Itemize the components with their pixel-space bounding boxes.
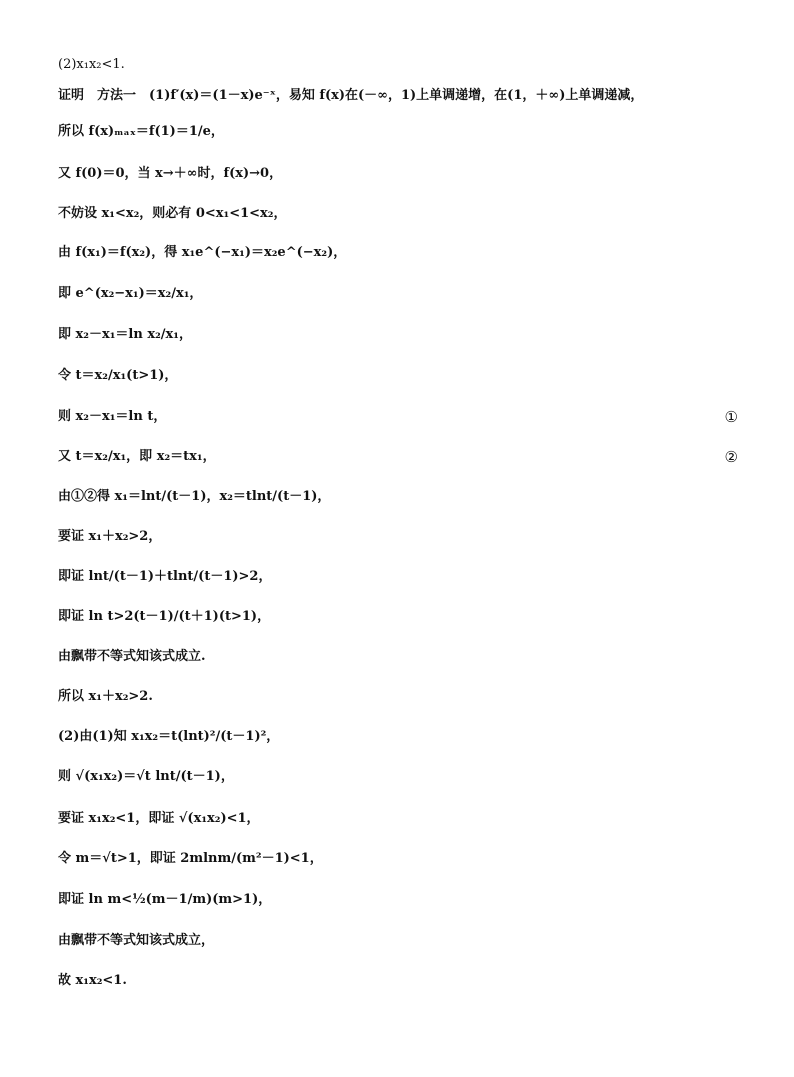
line-23: 由飘带不等式知该式成立， — [58, 933, 215, 948]
line-15: 即证 ln t>2(t－1)/(t＋1)(t>1)， — [58, 609, 271, 624]
line-16: 由飘带不等式知该式成立. — [58, 649, 206, 664]
line-09: 令 t＝x₂/x₁(t>1)， — [58, 368, 178, 383]
equation-marker-2: ② — [724, 448, 738, 466]
line-07: 即 e^(x₂−x₁)＝x₂/x₁， — [58, 286, 203, 301]
line-04: 又 f(0)＝0，当 x→＋∞时，f(x)→0， — [58, 166, 283, 181]
line-18: (2)由(1)知 x₁x₂＝t(lnt)²/(t－1)²， — [58, 729, 280, 744]
line-17: 所以 x₁＋x₂>2. — [58, 689, 153, 704]
line-03: 所以 f(x)ₘₐₓ＝f(1)＝1/e， — [58, 124, 224, 139]
line-13: 要证 x₁＋x₂>2， — [58, 529, 162, 544]
line-11: 又 t＝x₂/x₁，即 x₂＝tx₁， — [58, 449, 216, 464]
line-02: 证明 方法一 (1)f′(x)＝(1－x)e⁻ˣ，易知 f(x)在(－∞，1)上单调递增，在(1，＋∞)上单调递减， — [58, 88, 644, 103]
line-06: 由 f(x₁)＝f(x₂)，得 x₁e^(−x₁)＝x₂e^(−x₂)， — [58, 245, 347, 260]
line-01: (2)x₁x₂<1. — [58, 57, 125, 72]
line-22: 即证 ln m<½(m－1/m)(m>1)， — [58, 892, 272, 907]
line-05: 不妨设 x₁<x₂，则必有 0<x₁<1<x₂， — [58, 206, 287, 221]
line-10: 则 x₂－x₁＝ln t， — [58, 409, 167, 424]
line-21: 令 m＝√t>1，即证 2mlnm/(m²－1)<1， — [58, 851, 323, 866]
line-20: 要证 x₁x₂<1，即证 √(x₁x₂)<1， — [58, 811, 260, 826]
line-08: 即 x₂－x₁＝ln x₂/x₁， — [58, 327, 192, 342]
equation-marker-1: ① — [724, 408, 738, 426]
line-12: 由①②得 x₁＝lnt/(t－1)，x₂＝tlnt/(t－1)， — [58, 489, 331, 504]
line-24: 故 x₁x₂<1. — [58, 973, 127, 988]
line-14: 即证 lnt/(t－1)＋tlnt/(t－1)>2， — [58, 569, 272, 584]
line-19: 则 √(x₁x₂)＝√t lnt/(t－1)， — [58, 769, 234, 784]
